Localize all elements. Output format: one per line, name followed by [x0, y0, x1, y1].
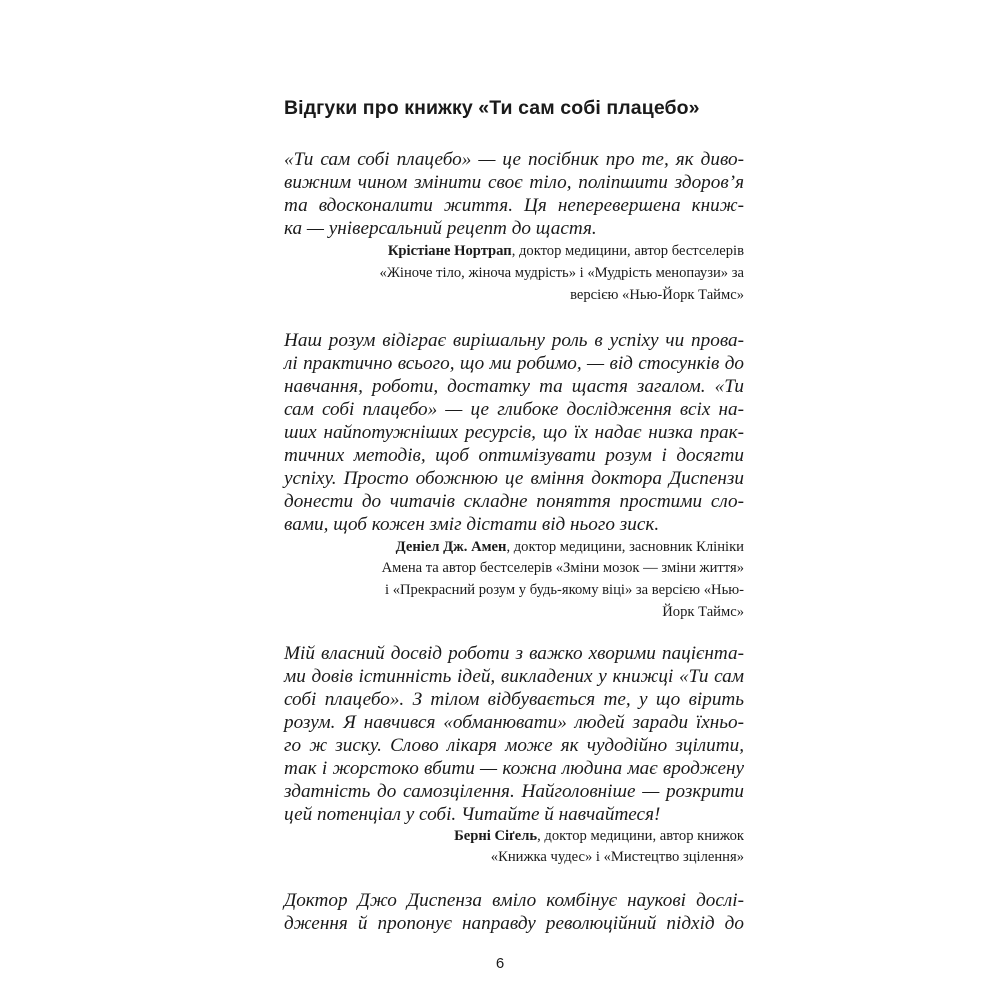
review-1-line-3: та вдосконалити життя. Ця неперевершена книж-	[284, 195, 744, 216]
review-3-line-1: Мій власний досвід роботи з важко хворими пацієнта-	[284, 643, 744, 664]
review-3-line-2: ми довів істинність ідей, викладених у книжці «Ти сам	[284, 666, 744, 687]
review-2-line-4: сам собі плацебо» — це глибоке дослідження всіх на-	[284, 399, 744, 420]
page-number: 6	[495, 955, 505, 972]
review-4-line-2: дження й пропонує направду революційний підхід до	[284, 913, 744, 934]
review-3-author: Берні Сіґель	[454, 828, 538, 844]
page-heading: Відгуки про книжку «Ти сам собі плацебо»	[284, 97, 700, 119]
review-1-attribution-line-2: «Жіноче тіло, жіноча мудрість» і «Мудрість менопаузи» за	[379, 265, 744, 281]
review-2-line-6: тичних методів, щоб оптимізувати розум і досягти	[284, 445, 744, 466]
review-2-line-8: донести до читачів складне поняття простими сло-	[284, 491, 744, 512]
review-1-line-1: «Ти сам собі плацебо» — це посібник про те, як диво-	[284, 149, 744, 170]
review-1-author: Крістіане Нортрап	[387, 243, 512, 259]
review-1-attribution-line-3: версією «Нью-Йорк Таймс»	[570, 287, 744, 303]
review-3-line-3: собі плацебо». З тілом відбувається те, у що вірить	[284, 689, 744, 710]
review-3-line-7: здатність до самозцілення. Найголовніше — розкрити	[284, 781, 744, 802]
review-3-attribution-line-2: «Книжка чудес» і «Мистецтво зцілення»	[490, 849, 744, 865]
review-1-line-4: ка — універсальний рецепт до щастя.	[284, 218, 597, 239]
review-2-author: Деніел Дж. Амен	[395, 539, 507, 555]
review-1-line-2: вижним чином змінити своє тіло, поліпшити здоров’я	[284, 172, 744, 193]
review-3-line-4: розум. Я навчився «обманювати» людей заради їхньо-	[284, 712, 744, 733]
review-2-line-3: навчання, роботи, достатку та щастя загалом. «Ти	[284, 376, 744, 397]
review-4-line-1: Доктор Джо Диспенза вміло комбінує наукові дослі-	[284, 890, 744, 911]
review-2-line-9: вами, щоб кожен зміг дістати від нього зиск.	[284, 514, 660, 535]
review-2-attribution-line-2: Амена та автор бестселерів «Зміни мозок — зміни життя»	[381, 560, 744, 576]
review-2-attribution-line-4: Йорк Таймс»	[662, 604, 744, 620]
review-2-line-2: лі практично всього, що ми робимо, — від стосунків до	[284, 353, 744, 374]
review-2-attribution-line-3: і «Прекрасний розум у будь-якому віці» за версією «Нью-	[385, 582, 744, 598]
review-3-line-8: цей потенціал у собі. Читайте й навчайтеся!	[284, 804, 661, 825]
review-2-attribution-line-1: Деніел Дж. Амен, доктор медицини, засновник Клініки	[395, 539, 744, 555]
review-3-line-5: го ж зиску. Слово лікаря може як чудодійно зцілити,	[284, 735, 744, 756]
review-2-line-5: ших найпотужніших ресурсів, що їх надає низка прак-	[284, 422, 744, 443]
review-2-line-7: успіху. Просто обожнюю це вміння доктора Диспензи	[284, 468, 744, 489]
review-3-attribution-line-1: Берні Сіґель, доктор медицини, автор книжок	[454, 828, 744, 844]
review-2-line-1: Наш розум відіграє вирішальну роль в успіху чи прова-	[284, 330, 744, 351]
review-3-line-6: так і жорстоко вбити — кожна людина має вроджену	[284, 758, 744, 779]
review-1-attribution-line-1: Крістіане Нортрап, доктор медицини, автор бестселерів	[387, 243, 744, 259]
